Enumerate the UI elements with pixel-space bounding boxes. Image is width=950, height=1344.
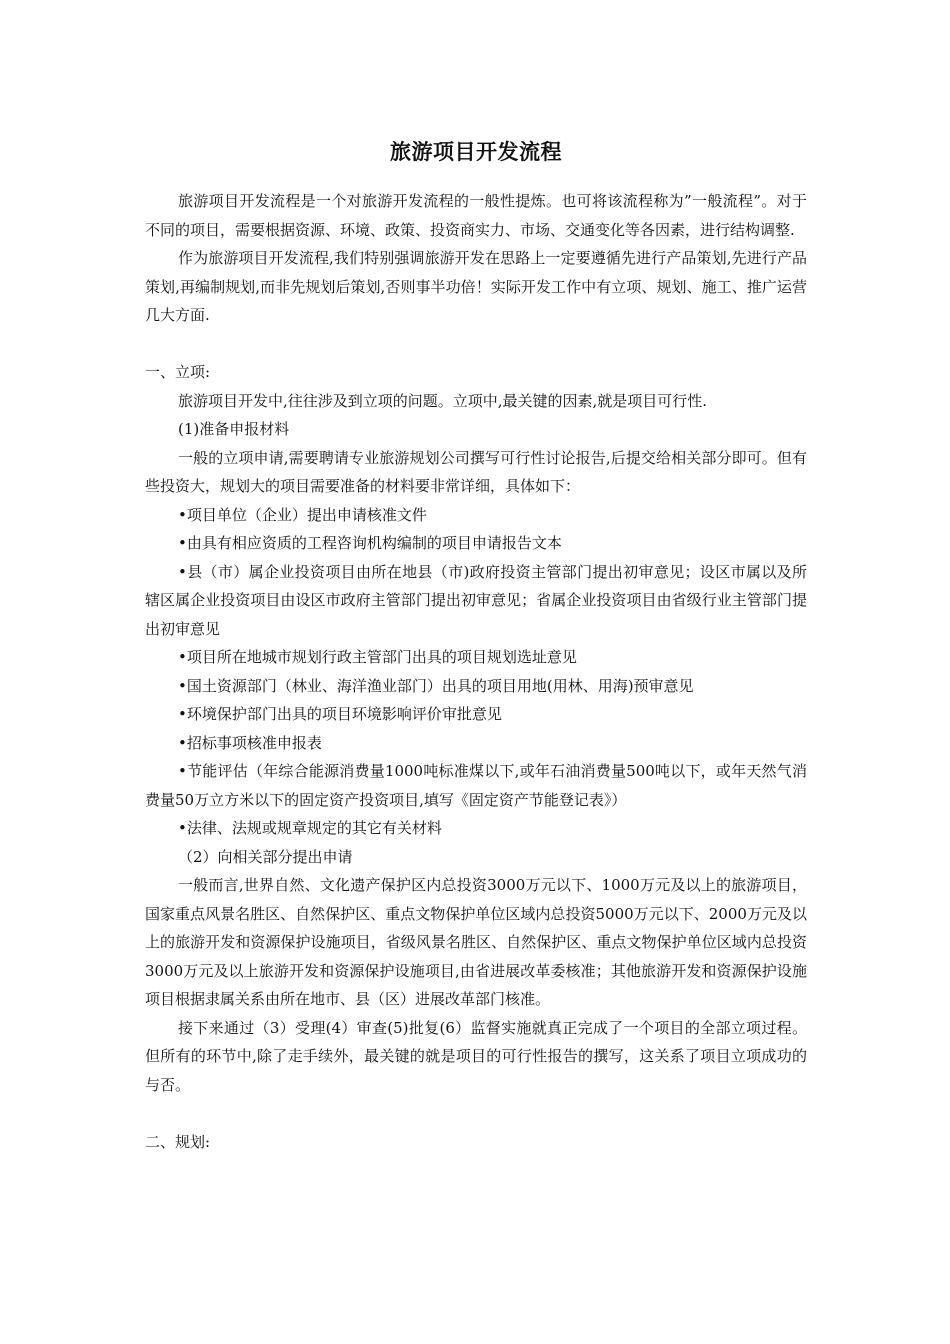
bullet-item: •项目所在地城市规划行政主管部门出具的项目规划选址意见 bbox=[178, 648, 577, 666]
body-paragraph: 接下来通过（3）受理(4）审查(5)批复(6）监督实施就真正完成了一个项目的全部立项过程。但所有的环节中,除了走手续外，最关键的就是项目的可行性报告的撰写，这关系了项目立项成功的与否。 bbox=[145, 1018, 807, 1094]
document-body bbox=[145, 138, 807, 1156]
bullet-item: •节能评估（年综合能源消费量1000吨标准煤以下,或年石油消费量500吨以下，或年天然气消费量50万立方米以下的固定资产投资项目,填写《固定资产节能登记表》） bbox=[145, 762, 807, 809]
bullet-item: •县（市）属企业投资项目由所在地县（市)政府投资主管部门提出初审意见；设区市属以及所辖区属企业投资项目由设区市政府主管部门提出初审意见；省属企业投资项目由省级行业主管部门提出初审意见 bbox=[145, 562, 807, 638]
bullet-item: •法律、法规或规章规定的其它有关材料 bbox=[178, 819, 442, 837]
bullet-item: •招标事项核准申报表 bbox=[178, 733, 322, 752]
paragraph-gap bbox=[145, 330, 807, 359]
body-paragraph: 一般的立项申请,需要聘请专业旅游规划公司撰写可行性讨论报告,后提交给相关部分即可。但有些投资大，规划大的项目需要准备的材料要非常详细，具体如下： bbox=[145, 448, 807, 495]
section-heading-lixiang: 一、立项: bbox=[145, 363, 211, 381]
document-title: 旅游项目开发流程 bbox=[390, 139, 562, 164]
bullet-item: •由具有相应资质的工程咨询机构编制的项目申请报告文本 bbox=[178, 534, 562, 552]
intro-paragraph: 作为旅游项目开发流程,我们特别强调旅游开发在思路上一定要遵循先进行产品策划,先进行产品策划,再编制规划,而非先规划后策划,否则事半功倍！实际开发工作中有立项、规划、施工、推广运营几大方面. bbox=[145, 249, 807, 324]
section-heading-guihua: 二、规划: bbox=[145, 1132, 211, 1151]
bullet-item: •项目单位（企业）提出申请核准文件 bbox=[178, 505, 427, 524]
bullet-item: •环境保护部门出具的项目环境影响评价审批意见 bbox=[178, 705, 502, 723]
subheading-prepare-materials: (1)准备申报材料 bbox=[178, 420, 290, 438]
body-paragraph: 旅游项目开发中,往往涉及到立项的问题。立项中,最关键的因素,就是项目可行性. bbox=[178, 391, 708, 410]
intro-paragraph: 旅游项目开发流程是一个对旅游开发流程的一般性提炼。也可将该流程称为”一般流程”。对于不同的项目，需要根据资源、环境、政策、投资商实力、市场、交通变化等各因素，进行结构调整. bbox=[145, 192, 807, 239]
paragraph-gap bbox=[145, 1099, 807, 1128]
bullet-item: •国土资源部门（林业、海洋渔业部门）出具的项目用地(用林、用海)预审意见 bbox=[178, 676, 694, 695]
body-paragraph: 一般而言,世界自然、文化遗产保护区内总投资3000万元以下、1000万元及以上的旅游项目，国家重点风景名胜区、自然保护区、重点文物保护单位区域内总投资5000万元以下、2000万元及以上的旅游开发和资源保护设施项目，省级风景名胜区、自然保护区、重点文物保护单位区域内总投资3000万元及以上旅游开发和资源保护设施项目,由省进展改革委核准；其他旅游开发和资源保护设施项目根据隶属关系由所在地市、县（区）进展改革部门核准。 bbox=[145, 876, 807, 1008]
subheading-submit-application: （2）向相关部分提出申请 bbox=[178, 847, 353, 866]
